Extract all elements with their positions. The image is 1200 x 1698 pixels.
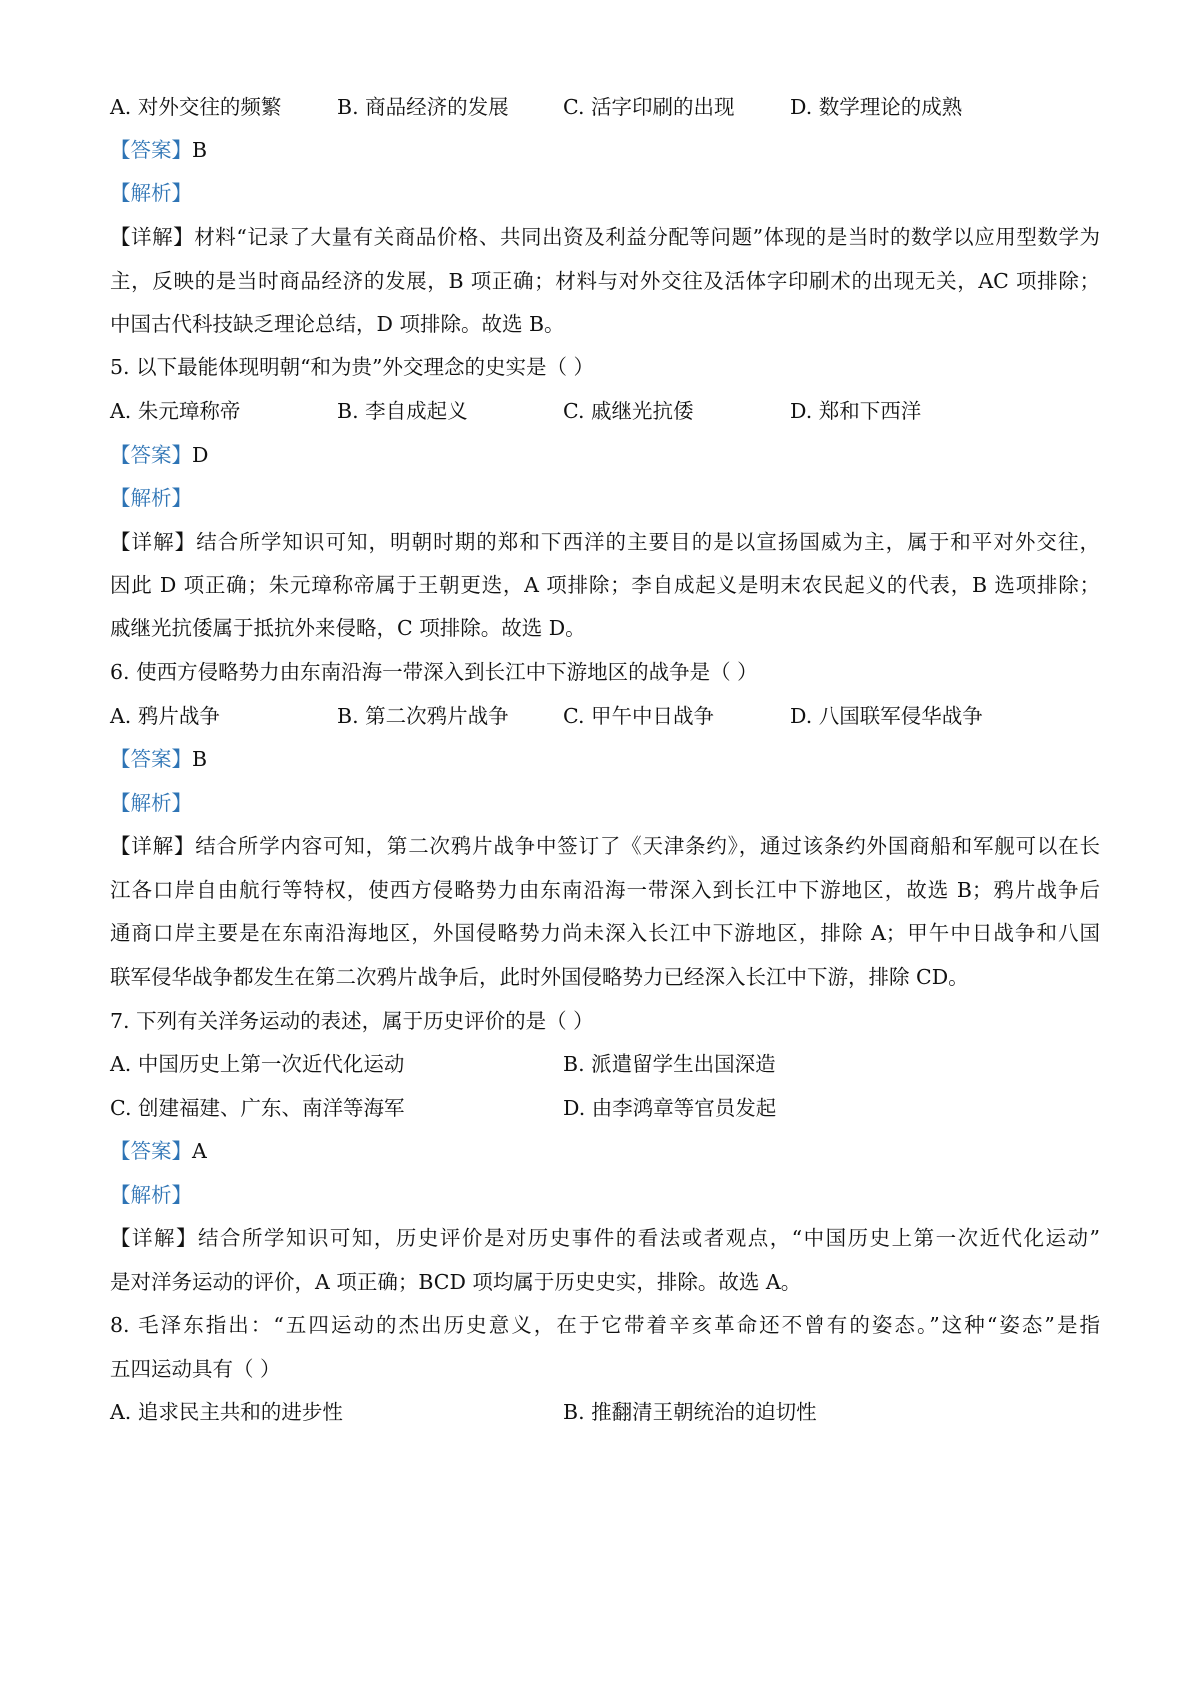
q5-detail-line-3: 戚继光抗倭属于抵抗外来侵略，C 项排除。故选 D。 <box>110 616 586 640</box>
answer-value: D <box>192 443 209 467</box>
q7-detail-line-2: 是对洋务运动的评价，A 项正确；BCD 项均属于历史史实，排除。故选 A。 <box>110 1270 802 1294</box>
q5-answer <box>110 440 208 470</box>
q6-option-d: D. 八国联军侵华战争 <box>790 704 983 728</box>
answer-tag: 【答案】 <box>110 1139 192 1163</box>
q5-option-c: C. 戚继光抗倭 <box>563 399 694 423</box>
q7-analysis-tag: 【解析】 <box>110 1183 192 1207</box>
q7-option-a: A. 中国历史上第一次近代化运动 <box>110 1052 405 1076</box>
q7-options-row-1 <box>110 1049 1090 1079</box>
q5-option-d: D. 郑和下西洋 <box>790 399 922 423</box>
q6-answer <box>110 744 207 774</box>
detail-tag: 【详解】 <box>110 225 195 249</box>
q7-stem: 7. 下列有关洋务运动的表述，属于历史评价的是（ ） <box>110 1009 594 1033</box>
detail-tag: 【详解】 <box>110 530 197 554</box>
answer-tag: 【答案】 <box>110 443 192 467</box>
answer-tag: 【答案】 <box>110 747 192 771</box>
q6-detail-line-1 <box>110 831 1100 861</box>
q4-detail-line-1 <box>110 222 1100 252</box>
q6-detail-line-2: 江各口岸自由航行等特权，使西方侵略势力由东南沿海一带深入到长江中下游地区，故选 B；鸦片战争后 <box>110 878 1100 902</box>
q4-options <box>110 92 1090 122</box>
detail-tag: 【详解】 <box>110 1226 198 1250</box>
q6-options <box>110 701 1090 731</box>
q5-detail-line-2: 因此 D 项正确；朱元璋称帝属于王朝更迭，A 项排除；李自成起义是明末农民起义的代表，B 选项排除； <box>110 573 1100 597</box>
q6-analysis-tag: 【解析】 <box>110 791 192 815</box>
detail-text: 材料“记录了大量有关商品价格、共同出资及利益分配等问题”体现的是当时的数学以应用型数学为 <box>194 225 1100 249</box>
detail-text: 结合所学知识可知，历史评价是对历史事件的看法或者观点，“中国历史上第一次近代化运动” <box>197 1226 1100 1250</box>
q6-option-c: C. 甲午中日战争 <box>563 704 714 728</box>
q5-detail-line-1 <box>110 527 1100 557</box>
q8-option-a: A. 追求民主共和的进步性 <box>110 1400 343 1424</box>
q8-stem-line-1: 8. 毛泽东指出：“五四运动的杰出历史意义，在于它带着辛亥革命还不曾有的姿态。”这种“姿态”是指 <box>110 1313 1100 1337</box>
q8-options <box>110 1397 1090 1427</box>
q6-option-b: B. 第二次鸦片战争 <box>337 704 509 728</box>
q4-detail-line-3: 中国古代科技缺乏理论总结，D 项排除。故选 B。 <box>110 312 565 336</box>
q7-option-b: B. 派遣留学生出国深造 <box>563 1052 776 1076</box>
q6-option-a: A. 鸦片战争 <box>110 704 220 728</box>
q6-detail-line-3: 通商口岸主要是在东南沿海地区，外国侵略势力尚未深入长江中下游地区，排除 A；甲午中日战争和八国 <box>110 921 1100 945</box>
detail-text: 结合所学内容可知，第二次鸦片战争中签订了《天津条约》，通过该条约外国商船和军舰可以在长 <box>195 834 1101 858</box>
q4-detail-line-2: 主，反映的是当时商品经济的发展，B 项正确；材料与对外交往及活体字印刷术的出现无关，AC 项排除； <box>110 269 1100 293</box>
q7-answer <box>110 1136 207 1166</box>
q6-stem: 6. 使西方侵略势力由东南沿海一带深入到长江中下游地区的战争是（ ） <box>110 660 758 684</box>
q4-option-d: D. 数学理论的成熟 <box>790 95 963 119</box>
answer-value: A <box>192 1139 207 1163</box>
q4-option-a: A. 对外交往的频繁 <box>110 95 282 119</box>
answer-tag: 【答案】 <box>110 138 192 162</box>
q5-stem: 5. 以下最能体现明朝“和为贵”外交理念的史实是（ ） <box>110 355 595 379</box>
q5-option-b: B. 李自成起义 <box>337 399 468 423</box>
q5-options <box>110 396 1090 426</box>
detail-tag: 【详解】 <box>110 834 196 858</box>
q4-option-c: C. 活字印刷的出现 <box>563 95 735 119</box>
q6-detail-line-4: 联军侵华战争都发生在第二次鸦片战争后，此时外国侵略势力已经深入长江中下游，排除 CD。 <box>110 965 969 989</box>
q8-option-b: B. 推翻清王朝统治的迫切性 <box>563 1400 817 1424</box>
q7-option-d: D. 由李鸿章等官员发起 <box>563 1096 777 1120</box>
q8-stem-line-2: 五四运动具有（ ） <box>110 1357 281 1381</box>
q5-analysis-tag: 【解析】 <box>110 486 192 510</box>
detail-text: 结合所学知识可知，明朝时期的郑和下西洋的主要目的是以宣扬国威为主，属于和平对外交往， <box>196 530 1101 554</box>
q4-option-b: B. 商品经济的发展 <box>337 95 509 119</box>
q7-option-c: C. 创建福建、广东、南洋等海军 <box>110 1096 405 1120</box>
answer-value: B <box>192 138 208 162</box>
q5-option-a: A. 朱元璋称帝 <box>110 399 241 423</box>
q7-detail-line-1 <box>110 1223 1100 1253</box>
q4-analysis-tag: 【解析】 <box>110 181 192 205</box>
answer-value: B <box>192 747 208 771</box>
q7-options-row-2 <box>110 1093 1090 1123</box>
q4-answer <box>110 135 207 165</box>
